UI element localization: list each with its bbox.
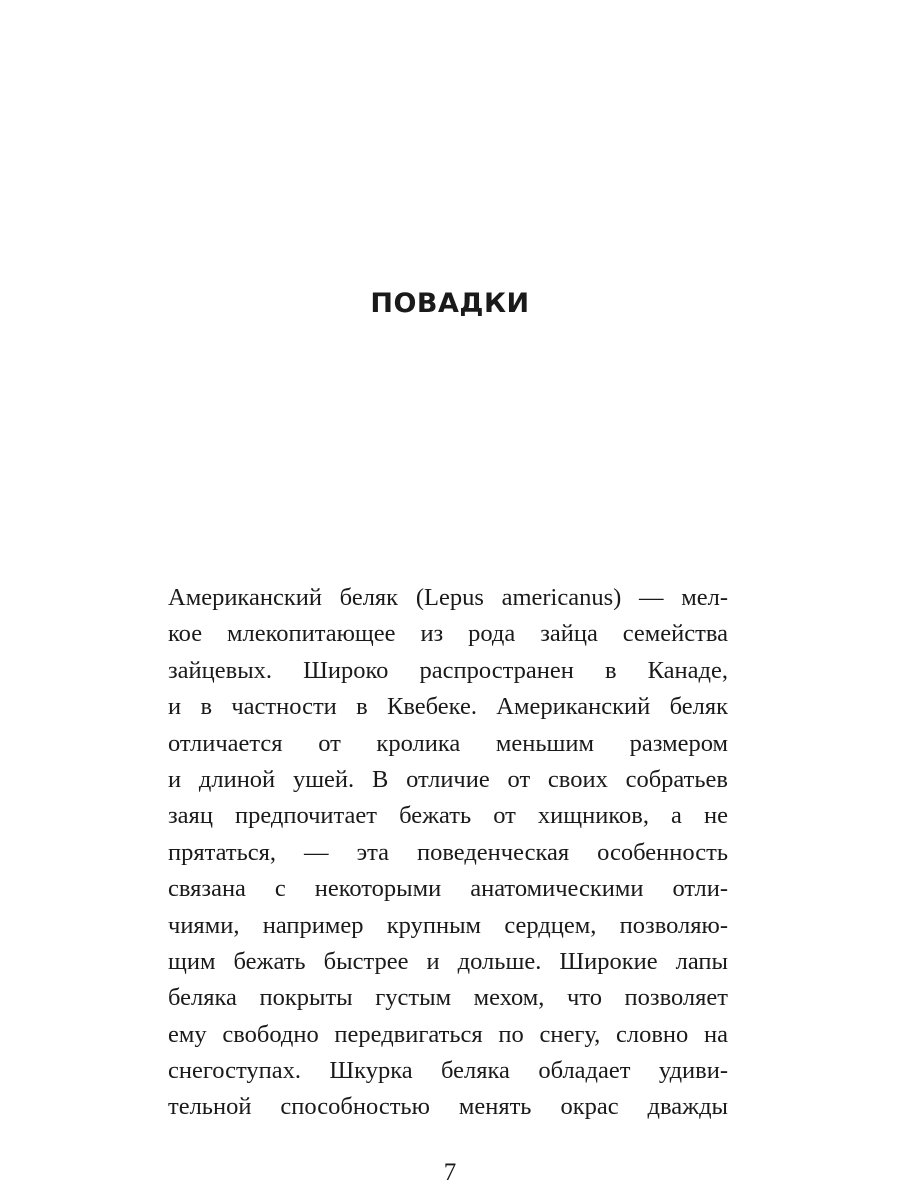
text-line: и длиной ушей. В отличие от своих собратьев (168, 765, 728, 793)
text-line: связана с некоторыми анатомическими отли- (168, 875, 728, 903)
page-title: ПОВАДКИ (370, 288, 530, 319)
text-line: тельной способностью менять окрас дважды (168, 1093, 728, 1121)
text-line: беляка покрыты густым мехом, что позволяет (168, 984, 728, 1012)
body-paragraph (168, 580, 728, 1126)
text-line: и в частности в Квебеке. Американский беляк (168, 693, 728, 721)
text-line: Американский беляк (Lepus americanus) — мел- (168, 584, 728, 611)
text-line: ему свободно передвигаться по снегу, словно на (168, 1020, 728, 1048)
page-number: 7 (443, 1159, 457, 1186)
text-line: чиями, например крупным сердцем, позволяю- (168, 911, 728, 939)
text-line: кое млекопитающее из рода зайца семейства (168, 620, 728, 648)
text-line: зайцевых. Широко распространен в Канаде, (168, 656, 728, 684)
text-line: снегоступах. Шкурка беляка обладает удиви- (168, 1057, 728, 1085)
text-line: прятаться, — эта поведенческая особенность (168, 838, 728, 866)
text-line: заяц предпочитает бежать от хищников, а не (168, 802, 728, 830)
text-line: щим бежать быстрее и дольше. Широкие лапы (168, 947, 728, 975)
text-line: отличается от кролика меньшим размером (168, 729, 728, 757)
